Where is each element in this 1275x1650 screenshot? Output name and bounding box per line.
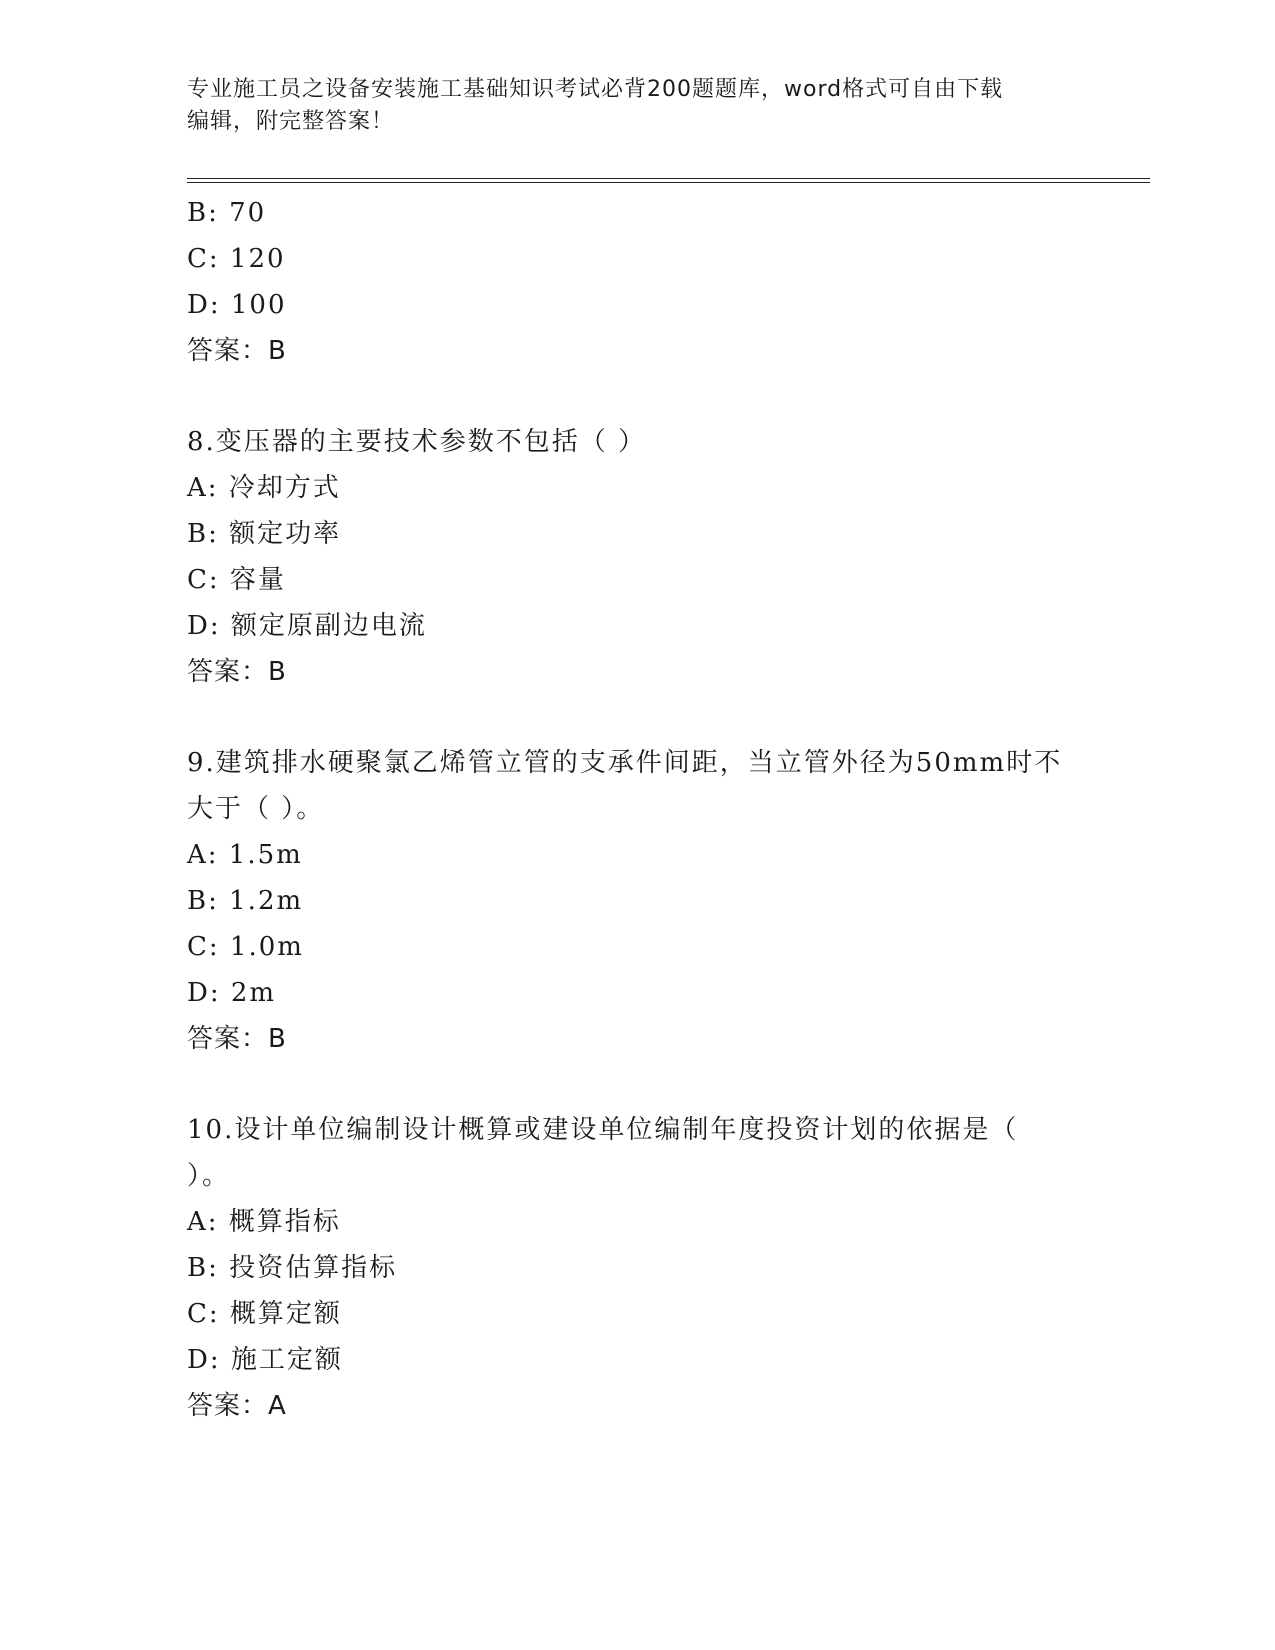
question-text: 8.变压器的主要技术参数不包括（ ） (187, 427, 647, 457)
option-c: C: 容量 (187, 565, 286, 595)
answer-line: 答案：A (187, 1391, 287, 1421)
option-b: B: 1.2m (187, 886, 304, 916)
option-c: C: 120 (187, 244, 286, 274)
option-a: A: 冷却方式 (187, 473, 341, 503)
question-10 (187, 1107, 1087, 1429)
option-a: A: 1.5m (187, 840, 303, 870)
option-d: D: 额定原副边电流 (187, 611, 427, 641)
header-title-line2: 编辑，附完整答案！ (187, 109, 395, 134)
question-list (187, 190, 1087, 1429)
option-d: D: 2m (187, 978, 277, 1008)
option-c: C: 概算定额 (187, 1299, 342, 1329)
option-b: B: 70 (187, 198, 267, 228)
header-divider-top (187, 178, 1150, 179)
option-d: D: 施工定额 (187, 1345, 343, 1375)
answer-line: 答案：B (187, 336, 287, 366)
question-text-line2: 大于（ ）。 (187, 794, 325, 824)
option-a: A: 概算指标 (187, 1207, 341, 1237)
previous-question (187, 190, 1087, 374)
question-text-line2: ）。 (187, 1161, 231, 1191)
option-b: B: 额定功率 (187, 519, 342, 549)
question-9 (187, 740, 1087, 1062)
answer-line: 答案：B (187, 657, 287, 687)
option-c: C: 1.0m (187, 932, 304, 962)
document-header (187, 74, 1067, 138)
header-divider-bottom (187, 182, 1150, 183)
question-8 (187, 419, 1087, 695)
option-b: B: 投资估算指标 (187, 1253, 398, 1283)
question-text-line1: 9.建筑排水硬聚氯乙烯管立管的支承件间距，当立管外径为50mm时不 (187, 748, 1063, 778)
option-d: D: 100 (187, 290, 287, 320)
header-title-line1: 专业施工员之设备安装施工基础知识考试必背200题题库，word格式可自由下载 (187, 77, 1004, 102)
question-text-line1: 10.设计单位编制设计概算或建设单位编制年度投资计划的依据是（ (187, 1115, 1019, 1145)
answer-line: 答案：B (187, 1024, 287, 1054)
